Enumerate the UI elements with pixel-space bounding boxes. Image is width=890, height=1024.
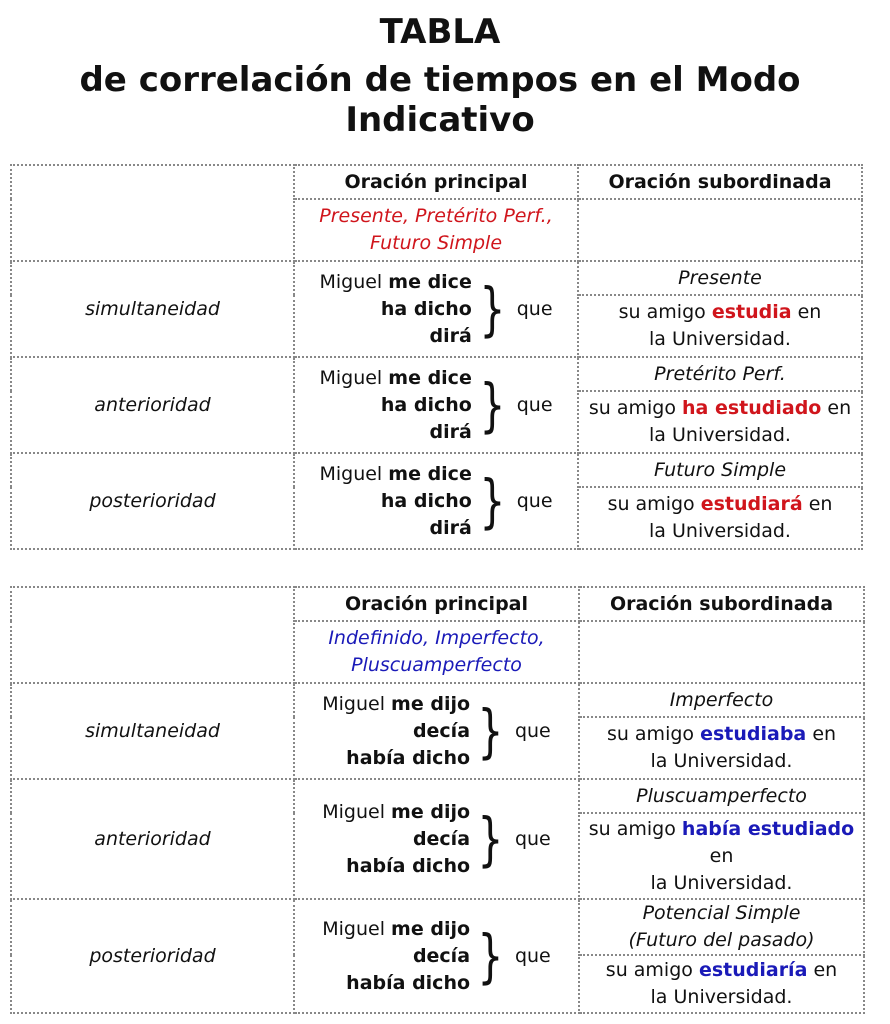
brace-icon: } [477, 697, 504, 765]
correlation-table-past [10, 586, 865, 1014]
subordinate-tense: Futuro Simple [578, 453, 862, 487]
subordinate-tense: Potencial Simple (Futuro del pasado) [579, 899, 864, 955]
brace-icon: } [479, 275, 506, 343]
principal-example: Miguel me dice ha dicho dirá } que [294, 357, 578, 453]
principal-example: Miguel me dijo decía había dicho } que [294, 899, 579, 1013]
header-principal: Oración principal [294, 165, 578, 199]
principal-example: Miguel me dice ha dicho dirá } que [294, 453, 578, 549]
row-label-posterioridad: posterioridad [11, 453, 294, 549]
row-label-anterioridad: anterioridad [11, 357, 294, 453]
subordinate-example: su amigo había estudiado en la Universidad. [579, 813, 864, 899]
empty-subordinada-cell [578, 199, 862, 261]
principal-tenses: Presente, Pretérito Perf., Futuro Simple [294, 199, 578, 261]
row-label-simultaneidad: simultaneidad [11, 683, 294, 779]
brace-icon: } [479, 371, 506, 439]
row-label-anterioridad: anterioridad [11, 779, 294, 899]
empty-subordinada-cell [579, 621, 864, 683]
subordinate-example: su amigo ha estudiado en la Universidad. [578, 391, 862, 453]
principal-example: Miguel me dijo decía había dicho } que [294, 779, 579, 899]
brace-icon: } [479, 467, 506, 535]
subordinate-tense: Presente [578, 261, 862, 295]
page-subtitle: de correlación de tiempos en el Modo Indicativo [79, 60, 801, 140]
principal-tenses: Indefinido, Imperfecto, Pluscuamperfecto [294, 621, 579, 683]
empty-corner-cell [11, 587, 294, 683]
subordinate-example: su amigo estudia en la Universidad. [578, 295, 862, 357]
subordinate-example: su amigo estudiaría en la Universidad. [579, 955, 864, 1013]
principal-example: Miguel me dijo decía había dicho } que [294, 683, 579, 779]
principal-example: Miguel me dice ha dicho dirá } que [294, 261, 578, 357]
row-label-posterioridad: posterioridad [11, 899, 294, 1013]
brace-icon: } [477, 805, 504, 873]
correlation-table-present [10, 164, 863, 550]
page-title: TABLA [379, 12, 501, 52]
row-label-simultaneidad: simultaneidad [11, 261, 294, 357]
subordinate-tense: Pretérito Perf. [578, 357, 862, 391]
subordinate-tense: Imperfecto [579, 683, 864, 717]
header-principal: Oración principal [294, 587, 579, 621]
brace-icon: } [477, 922, 504, 990]
subordinate-example: su amigo estudiaba en la Universidad. [579, 717, 864, 779]
empty-corner-cell [11, 165, 294, 261]
header-subordinada: Oración subordinada [578, 165, 862, 199]
subordinate-example: su amigo estudiará en la Universidad. [578, 487, 862, 549]
header-subordinada: Oración subordinada [579, 587, 864, 621]
subordinate-tense: Pluscuamperfecto [579, 779, 864, 813]
